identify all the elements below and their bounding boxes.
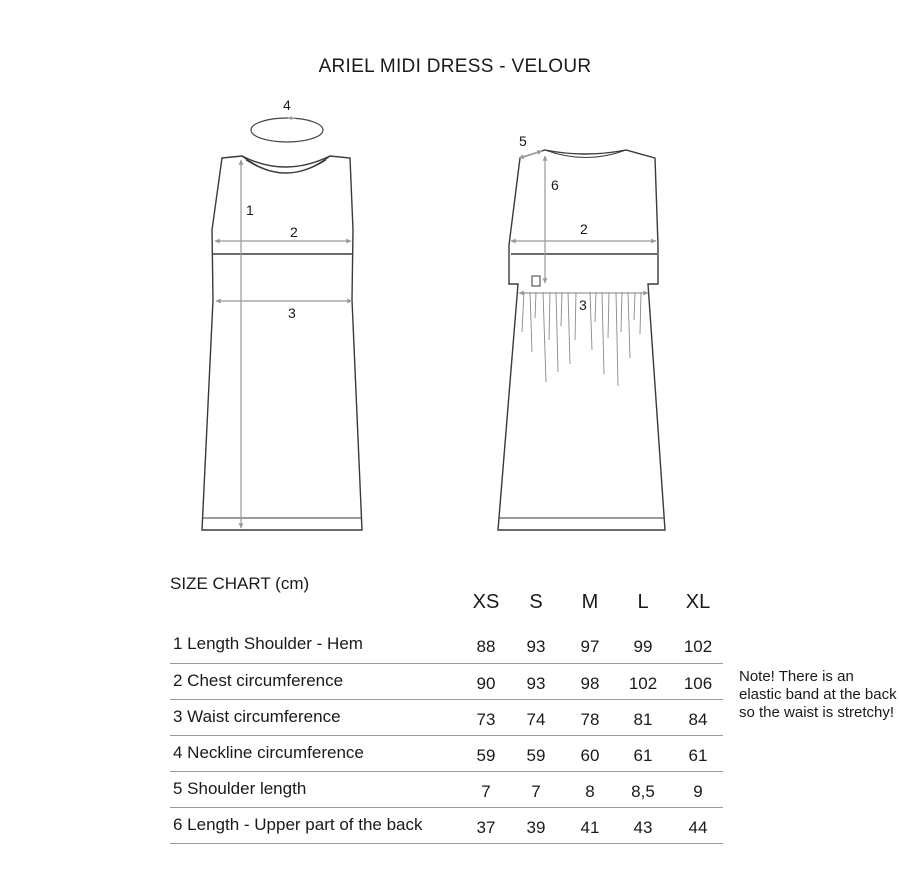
upper-back-label: 6 — [551, 177, 559, 193]
table-cell: 78 — [580, 710, 600, 729]
table-cell: 93 — [526, 637, 546, 656]
table-cell: 8,5 — [631, 782, 655, 801]
table-cell: 7 — [531, 782, 541, 801]
table-cell: 7 — [481, 782, 491, 801]
row-divider — [170, 699, 723, 700]
table-cell: 39 — [526, 818, 546, 837]
neckline-label: 4 — [283, 97, 291, 113]
shoulder-label: 5 — [519, 133, 527, 149]
size-header: L — [637, 591, 649, 613]
table-cell: 60 — [580, 746, 600, 765]
shoulder-measure-line — [519, 151, 542, 158]
page-title: ARIEL MIDI DRESS - VELOUR — [318, 56, 592, 77]
table-cell: 43 — [633, 818, 653, 837]
back-chest-label: 2 — [580, 221, 588, 237]
table-cell: 84 — [688, 710, 708, 729]
table-cell: 106 — [683, 674, 713, 693]
table-cell: 93 — [526, 674, 546, 693]
front-waist-label: 3 — [288, 305, 296, 321]
table-cell: 61 — [688, 746, 708, 765]
row-label: 3 Waist circumference — [173, 707, 341, 726]
size-chart-title: SIZE CHART (cm) — [170, 574, 310, 593]
front-chest-label: 2 — [290, 224, 298, 240]
size-header: S — [529, 591, 543, 613]
table-cell: 73 — [476, 710, 496, 729]
front-dress-outline — [202, 156, 362, 530]
back-waist-label: 3 — [579, 297, 587, 313]
row-divider — [170, 807, 723, 808]
row-label: 2 Chest circumference — [173, 671, 344, 690]
row-divider — [170, 771, 723, 772]
table-cell: 88 — [476, 637, 496, 656]
row-label: 4 Neckline circumference — [173, 743, 364, 762]
table-cell: 8 — [585, 782, 595, 801]
neckline-measure — [251, 118, 323, 142]
table-cell: 74 — [526, 710, 546, 729]
table-cell: 97 — [580, 637, 600, 656]
size-header: XL — [685, 591, 711, 613]
table-cell: 37 — [476, 818, 496, 837]
row-divider — [170, 663, 723, 664]
elastic-band-note: Note! There is an elastic band at the back so the waist is stretchy! — [739, 668, 897, 721]
table-cell: 59 — [526, 746, 546, 765]
table-cell: 9 — [693, 782, 703, 801]
length-label: 1 — [246, 202, 254, 218]
table-cell: 102 — [628, 674, 658, 693]
back-dress-outline — [498, 150, 665, 530]
row-divider — [170, 843, 723, 844]
row-label: 6 Length - Upper part of the back — [173, 815, 423, 834]
table-cell: 59 — [476, 746, 496, 765]
row-divider — [170, 735, 723, 736]
table-cell: 102 — [683, 637, 713, 656]
size-header: M — [581, 591, 599, 613]
table-cell: 90 — [476, 674, 496, 693]
size-header: XS — [472, 591, 500, 613]
table-cell: 81 — [633, 710, 653, 729]
table-cell: 98 — [580, 674, 600, 693]
table-cell: 61 — [633, 746, 653, 765]
table-cell: 41 — [580, 818, 600, 837]
table-cell: 44 — [688, 818, 708, 837]
row-label: 5 Shoulder length — [173, 779, 307, 798]
table-cell: 99 — [633, 637, 653, 656]
row-label: 1 Length Shoulder - Hem — [173, 634, 363, 653]
